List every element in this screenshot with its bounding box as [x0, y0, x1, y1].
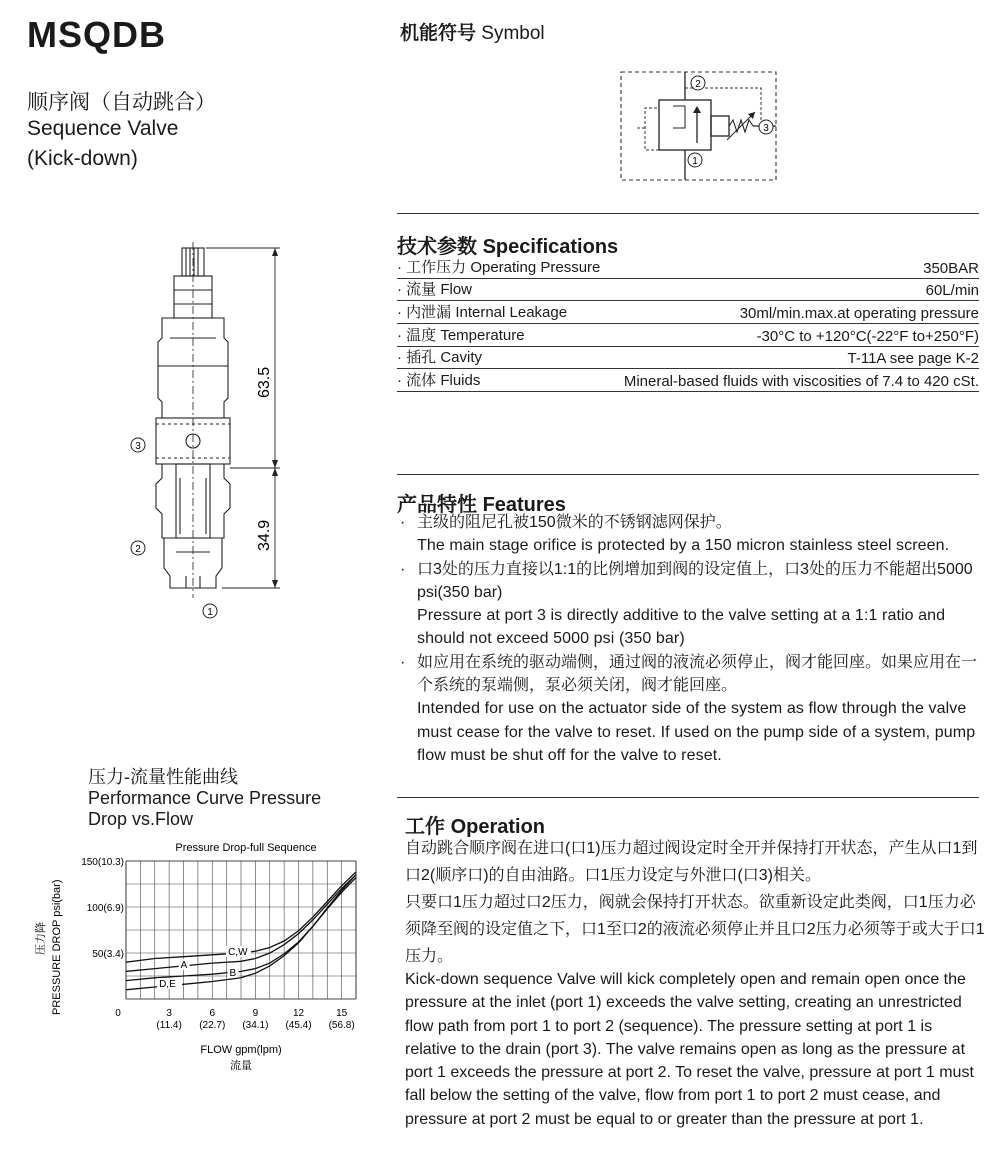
drawing-port-1: 1: [207, 607, 213, 618]
x-tick-sublabel: (45.4): [285, 1020, 312, 1031]
series-label: C,W: [228, 946, 248, 958]
feature-text-cn: 口3处的压力直接以1:1的比例增加到阀的设定值上，口3处的压力不能超出5000 psi(350 bar): [417, 560, 973, 601]
series-label: A: [180, 959, 188, 971]
feature-item: · 如应用在系统的驱动端侧，通过阀的液流必须停止，阀才能回座。如果应用在一个系统的泵端侧，泵必须关闭，阀才能回座。 Intended for use on the actuator side of the system as flow through the valve must cease for the valve to reset. If used on the pump side of a system, pump flow must be shut off for the valve to reset.: [400, 651, 985, 767]
symbol-port-3: 3: [763, 123, 769, 134]
x-tick-label: 0: [115, 1008, 121, 1019]
operation-text-en: Kick-down sequence Valve will kick completely open and remain open once the pressure at the inlet (port 1) exceeds the valve setting, creating an unrestricted flow path from port 1 to port 2 (sequence). The pressure setting at port 1 is relative to the drain (port 3). The valve remains open as long as the pressure at port 1 exceeds the pressure at port 2. To reset the valve, pressure at port 1 must fall below the setting of the valve, flow from port 1 to port 2 must cease, and pressure at port 2 must be equal to or greater than the pressure at port 1.: [405, 971, 974, 1128]
operation-cn-para1: 自动跳合顺序阀在进口(口1)压力超过阀设定时全开并保持打开状态，产生从口1到口2(顺序口)的自由油路。口1压力设定与外泄口(口3)相关。: [405, 840, 978, 884]
series-label: D,E: [159, 979, 176, 991]
spec-row: [397, 256, 979, 279]
chart-xlabel-cn: 流量: [230, 1060, 252, 1072]
x-tick-sublabel: (56.8): [328, 1020, 355, 1031]
symbol-port-2: 2: [695, 79, 701, 90]
drawing-port-2: 2: [135, 544, 141, 555]
spec-label: · 插孔 Cavity: [397, 349, 483, 367]
product-name-en-line1: Sequence Valve: [27, 117, 179, 140]
features-title-en: Features: [482, 494, 566, 516]
spec-label: · 温度 Temperature: [397, 326, 525, 344]
hydraulic-symbol: [615, 68, 785, 184]
operation-title-en: Operation: [450, 816, 546, 838]
feature-text-en: Intended for use on the actuator side of the system as flow through the valve must cease for the valve to reset. If used on the pump side of a system, pump flow must be shut off for the valve to reset.: [417, 700, 976, 764]
features-list: [400, 511, 985, 767]
feature-text-cn: 如应用在系统的驱动端侧，通过阀的液流必须停止，阀才能回座。如果应用在一个系统的泵端侧，泵必须关闭，阀才能回座。: [417, 653, 978, 695]
product-name-cn: 顺序阀（自动跳合）: [27, 91, 216, 114]
spec-row: [397, 301, 979, 324]
spec-value: 60L/min: [925, 282, 979, 300]
x-tick-label: 12: [292, 1008, 305, 1019]
x-tick-label: 3: [166, 1008, 172, 1019]
x-tick-label: 9: [252, 1008, 259, 1019]
symbol-port-1: 1: [692, 156, 698, 167]
operation-text-cn: [405, 835, 985, 970]
dimension-lower: 34.9: [256, 519, 273, 551]
feature-text-en: The main stage orifice is protected by a 150 micron stainless steel screen.: [417, 537, 950, 555]
spec-value: 350BAR: [923, 259, 979, 277]
drawing-port-3: 3: [135, 441, 141, 452]
y-tick-label: 50(3.4): [92, 949, 124, 960]
chart-ticks: [81, 857, 355, 1031]
x-tick-sublabel: (11.4): [156, 1020, 182, 1031]
model-code: MSQDB: [27, 14, 166, 55]
divider: [397, 474, 979, 475]
chart-xlabel: FLOW gpm(lpm): [200, 1044, 282, 1056]
spec-title-cn: 技术参数: [397, 236, 477, 258]
spec-value: 30ml/min.max.at operating pressure: [739, 305, 979, 323]
chart-ylabel-cn: 压力降: [35, 922, 47, 955]
spec-table: [397, 256, 979, 392]
chart-ylabel: PRESSURE DROP psi(bar): [51, 879, 63, 1015]
spec-label: · 流量 Flow: [397, 281, 473, 299]
y-tick-label: 150(10.3): [81, 857, 124, 868]
symbol-title: [400, 18, 545, 45]
spec-row: [397, 369, 979, 392]
performance-chart: [30, 835, 380, 1080]
feature-text-en: Pressure at port 3 is directly additive to the valve setting at a 1:1 ratio and should not exceed 5000 psi (350 bar): [417, 607, 946, 648]
cartridge-drawing: [120, 238, 290, 623]
dimension-upper: 63.5: [256, 366, 273, 398]
spec-label: · 工作压力 Operating Pressure: [397, 258, 601, 276]
spec-row: [397, 279, 979, 302]
spec-row: [397, 347, 979, 370]
performance-title: [88, 767, 321, 830]
performance-title-cn: 压力-流量性能曲线: [88, 767, 238, 787]
spec-label: · 内泄漏 Internal Leakage: [397, 304, 568, 322]
series-label: B: [229, 968, 237, 980]
x-tick-sublabel: (22.7): [199, 1020, 226, 1031]
operation-title-cn: 工作: [405, 816, 445, 838]
x-tick-sublabel: (34.1): [242, 1020, 269, 1031]
divider: [397, 797, 979, 798]
performance-title-en-2: Drop vs.Flow: [88, 809, 194, 829]
feature-text-cn: 主级的阻尼孔被150微米的不锈钢滤网保护。: [417, 514, 732, 531]
spec-value: Mineral-based fluids with viscosities of 7.4 to 420 cSt.: [623, 373, 979, 391]
feature-item: · 主级的阻尼孔被150微米的不锈钢滤网保护。 The main stage orifice is protected by a 150 micron stainless steel screen.: [400, 511, 985, 558]
spec-label: · 流体 Fluids: [397, 372, 481, 390]
y-tick-label: 100(6.9): [86, 903, 124, 914]
operation-cn-para2: 只要口1压力超过口2压力，阀就会保持打开状态。欲重新设定此类阀，口1压力必须降至阀的设定值之下，口1至口2的液流必须停止并且口2压力必须等于或大于口1压力。: [405, 894, 985, 965]
spec-row: [397, 324, 979, 347]
spec-value: T-11A see page K-2: [847, 350, 979, 368]
chart-title: Pressure Drop-full Sequence: [175, 842, 317, 854]
spec-title: [397, 230, 618, 259]
x-tick-label: 15: [336, 1008, 348, 1019]
feature-item: · 口3处的压力直接以1:1的比例增加到阀的设定值上，口3处的压力不能超出5000 psi(350 bar) Pressure at port 3 is directly additive to the valve setting at a 1:1 ratio and should not exceed 5000 psi (350 bar): [400, 558, 985, 651]
product-name-en: [27, 114, 178, 174]
divider: [397, 213, 979, 214]
spec-title-en: Specifications: [482, 236, 619, 258]
features-title-cn: 产品特性: [397, 494, 477, 516]
spec-value: -30°C to +120°C(-22°F to+250°F): [756, 327, 979, 345]
product-name-en-line2: (Kick-down): [27, 147, 138, 170]
performance-title-en-1: Performance Curve Pressure: [88, 788, 322, 808]
x-tick-label: 6: [209, 1008, 216, 1019]
symbol-title-en: Symbol: [481, 23, 545, 44]
symbol-title-cn: 机能符号: [400, 23, 477, 44]
